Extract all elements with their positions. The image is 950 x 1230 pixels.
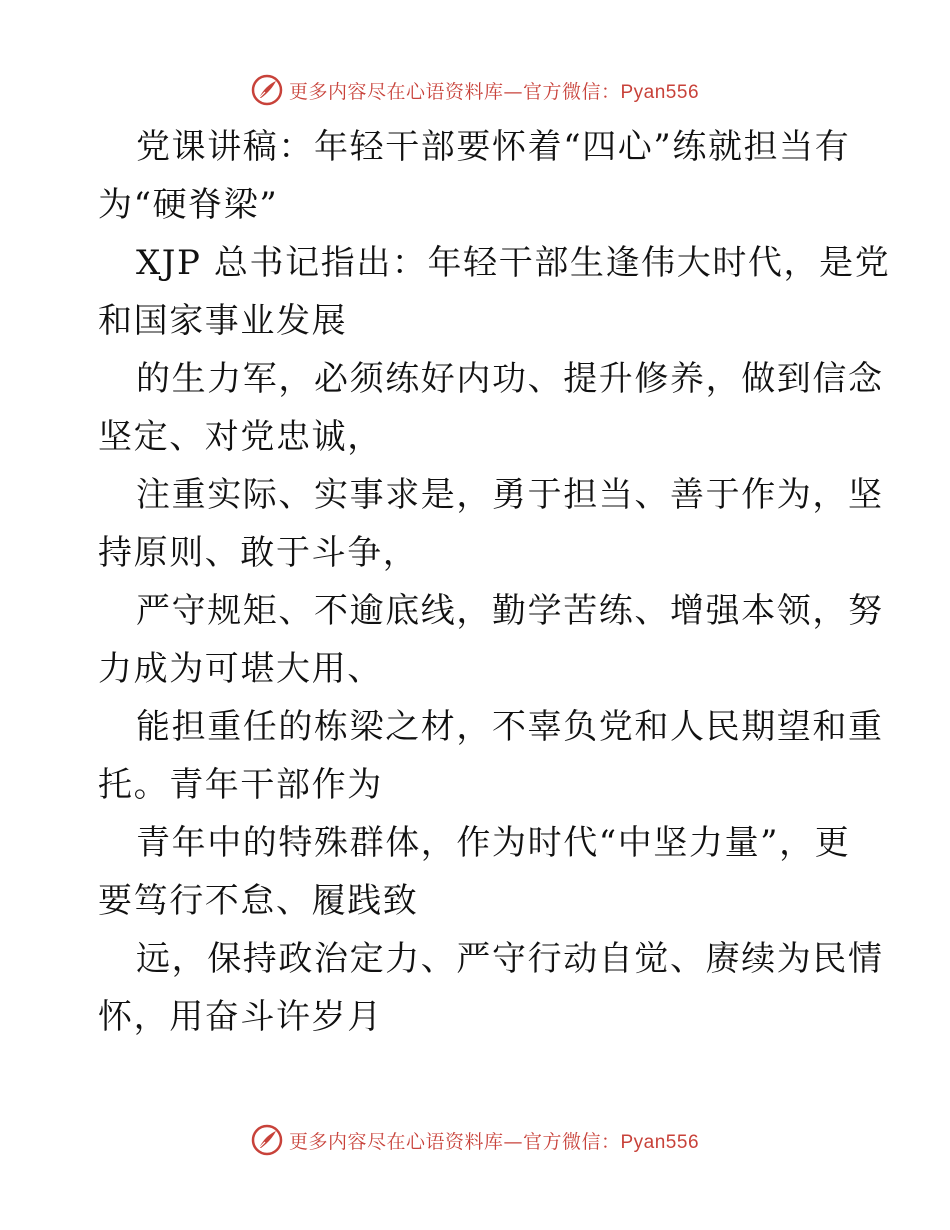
quill-pen-circle-icon <box>251 1124 283 1156</box>
text-line: 怀，用奋斗许岁月 <box>98 997 383 1037</box>
text-line: XJP 总书记指出：年轻干部生逢伟大时代，是党 <box>136 243 891 283</box>
document-body <box>98 118 891 1046</box>
text-line: 力成为可堪大用、 <box>98 649 383 689</box>
text-line: 严守规矩、不逾底线，勤学苦练、增强本领，努 <box>136 591 884 631</box>
text-line: 青年中的特殊群体，作为时代“中坚力量”，更 <box>136 823 851 863</box>
watermark-text: 更多内容尽在心语资料库—官方微信：Pyan556 <box>288 80 700 103</box>
text-line: 托。青年干部作为 <box>98 765 383 805</box>
header-watermark <box>0 70 950 110</box>
text-line: 和国家事业发展 <box>98 301 348 341</box>
text-line: 远，保持政治定力、严守行动自觉、赓续为民情 <box>136 939 884 979</box>
text-line: 坚定、对党忠诚， <box>98 417 383 457</box>
text-line: 为“硬脊梁” <box>98 185 279 225</box>
text-line: 要笃行不怠、履践致 <box>98 881 419 921</box>
footer-watermark <box>0 1120 950 1160</box>
text-line: 持原则、敢于斗争， <box>98 533 419 573</box>
watermark-text: 更多内容尽在心语资料库—官方微信：Pyan556 <box>288 1130 700 1153</box>
text-line: 注重实际、实事求是，勇于担当、善于作为，坚 <box>136 475 884 515</box>
text-line: 党课讲稿：年轻干部要怀着“四心”练就担当有 <box>136 127 851 167</box>
text-line: 能担重任的栋梁之材，不辜负党和人民期望和重 <box>136 707 884 747</box>
quill-pen-circle-icon <box>251 74 283 106</box>
text-line: 的生力军，必须练好内功、提升修养，做到信念 <box>136 359 884 399</box>
